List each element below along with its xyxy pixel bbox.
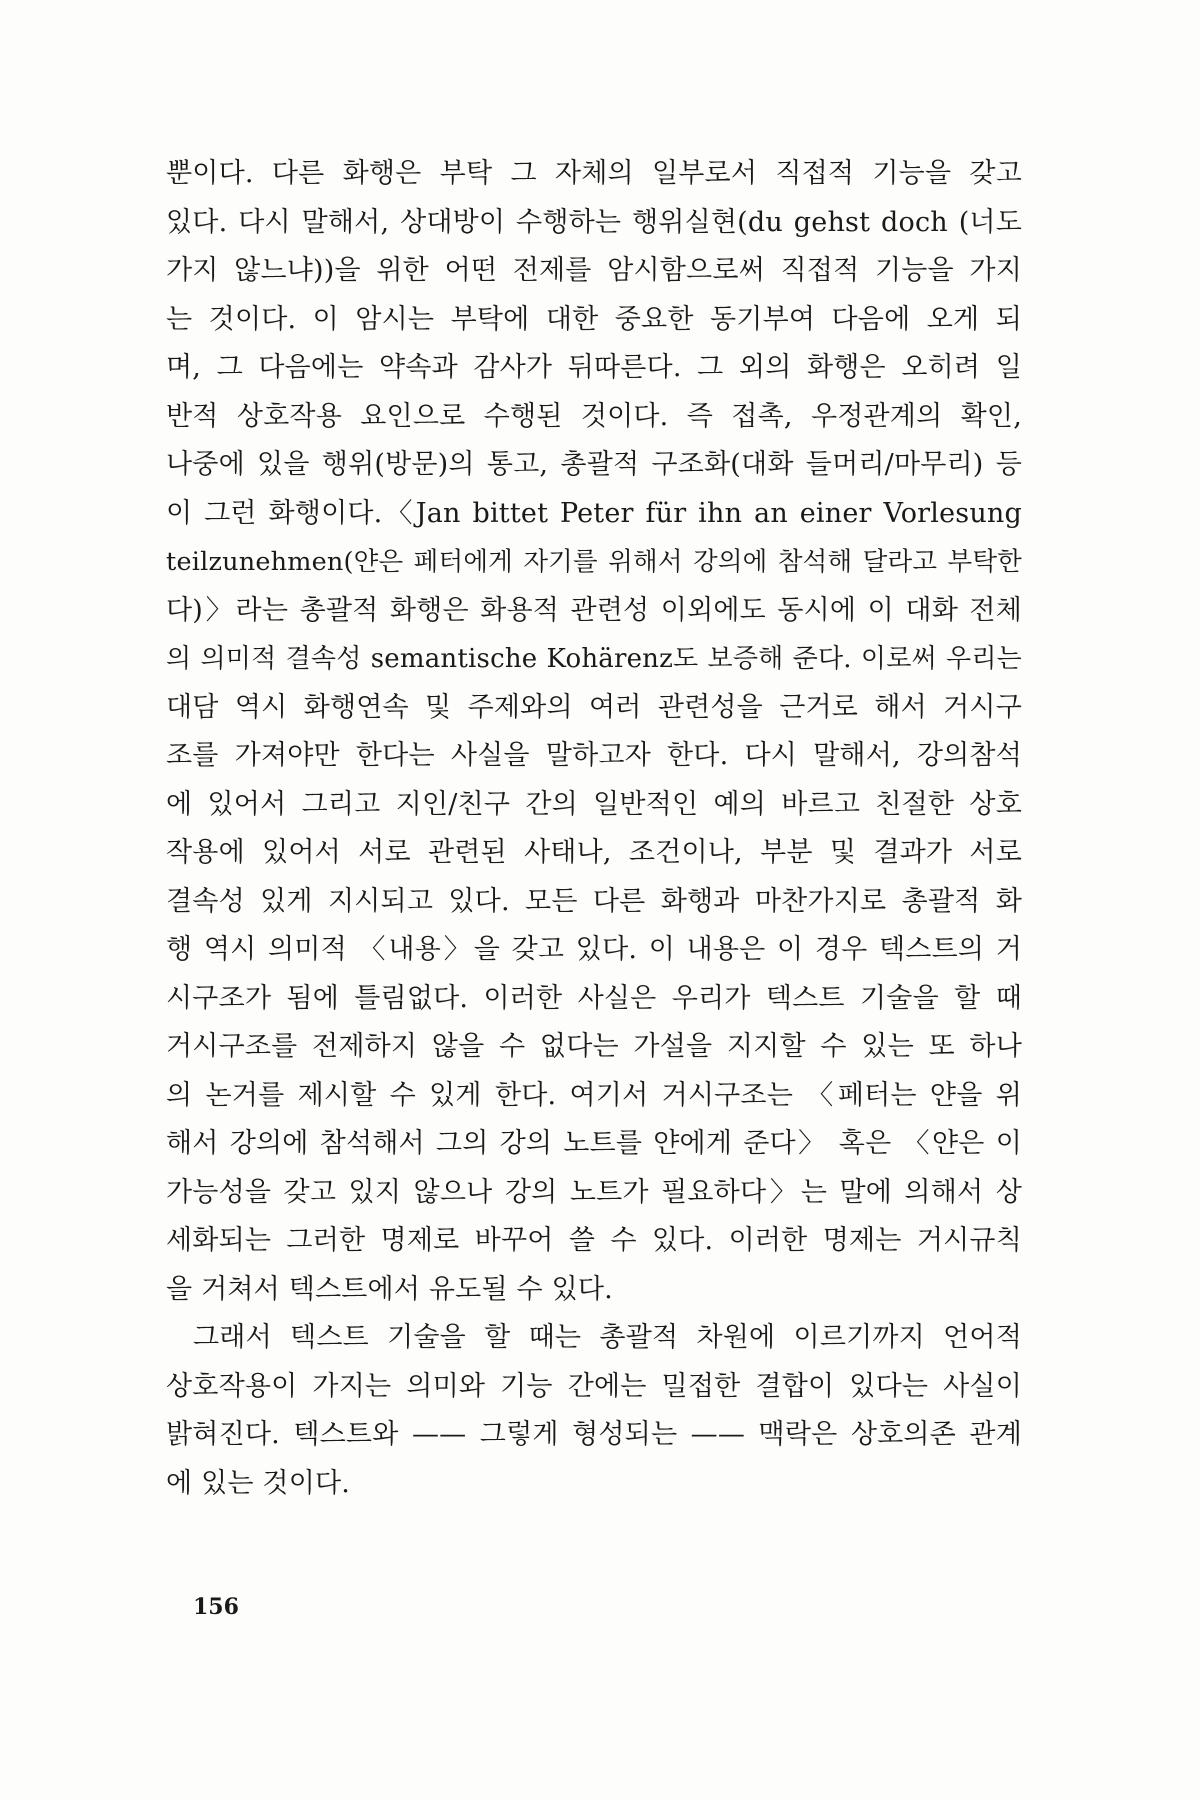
text-line: 에 있어서 그리고 지인/친구 간의 일반적인 예의 바르고 친절한 상호 xyxy=(166,788,1022,820)
text-line: 뿐이다. 다른 화행은 부탁 그 자체의 일부로서 직접적 기능을 갖고 xyxy=(166,158,1022,189)
text-line: 행 역시 의미적 〈내용〉을 갖고 있다. 이 내용은 이 경우 텍스트의 거 xyxy=(166,934,1022,965)
text-line: 을 거쳐서 텍스트에서 유도될 수 있다. xyxy=(166,1273,613,1305)
text-line: 있다. 다시 말해서, 상대방이 수행하는 행위실현(du gehst doch (너도 xyxy=(166,206,1022,238)
page-number: 156 xyxy=(193,1594,239,1620)
text-line: 거시구조를 전제하지 않을 수 없다는 가설을 지지할 수 있는 또 하나 xyxy=(166,1031,1022,1062)
text-line: 결속성 있게 지시되고 있다. 모든 다른 화행과 마찬가지로 총괄적 화 xyxy=(166,885,1022,917)
text-line: 이 그런 화행이다.〈Jan bittet Peter für ihn an einer Vorlesung xyxy=(166,497,1022,529)
text-line: 가지 않느냐))을 위한 어떤 전제를 암시함으로써 직접적 기능을 가지 xyxy=(166,255,1022,286)
text-line: 에 있는 것이다. xyxy=(166,1467,351,1499)
text-line: 가능성을 갖고 있지 않으나 강의 노트가 필요하다〉는 말에 의해서 상 xyxy=(166,1176,1022,1208)
text-line: 상호작용이 가지는 의미와 기능 간에는 밀접한 결합이 있다는 사실이 xyxy=(166,1370,1022,1402)
text-line: 밝혀진다. 텍스트와 —— 그렇게 형성되는 —— 맥락은 상호의존 관계 xyxy=(166,1419,1022,1450)
body-text xyxy=(166,150,1022,1508)
text-line: 는 것이다. 이 암시는 부탁에 대한 중요한 동기부여 다음에 오게 되 xyxy=(166,303,1022,335)
text-line: 며, 그 다음에는 약속과 감사가 뒤따른다. 그 외의 화행은 오히려 일 xyxy=(166,352,1022,383)
text-line: 다)〉라는 총괄적 화행은 화용적 관련성 이외에도 동시에 이 대화 전체 xyxy=(166,594,1022,626)
text-line: 대담 역시 화행연속 및 주제와의 여러 관련성을 근거로 해서 거시구 xyxy=(166,691,1022,723)
text-line: 해서 강의에 참석해서 그의 강의 노트를 얀에게 준다〉 혹은 〈얀은 이 xyxy=(166,1128,1022,1159)
text-line: 나중에 있을 행위(방문)의 통고, 총괄적 구조화(대화 들머리/마무리) 등 xyxy=(166,449,1022,480)
text-line: 시구조가 됨에 틀림없다. 이러한 사실은 우리가 텍스트 기술을 할 때 xyxy=(166,982,1022,1014)
text-line: 반적 상호작용 요인으로 수행된 것이다. 즉 접촉, 우정관계의 확인, xyxy=(166,400,1022,432)
text-line: teilzunehmen(얀은 페터에게 자기를 위해서 강의에 참석해 달라고 부탁한 xyxy=(166,547,1022,577)
text-line: 작용에 있어서 서로 관련된 사태나, 조건이나, 부분 및 결과가 서로 xyxy=(166,837,1022,868)
text-line: 의 의미적 결속성 semantische Kohärenz도 보증해 준다. 이로써 우리는 xyxy=(166,644,1022,674)
text-line: 그래서 텍스트 기술을 할 때는 총괄적 차원에 이르기까지 언어적 xyxy=(193,1322,1022,1353)
text-line: 세화되는 그러한 명제로 바꾸어 쓸 수 있다. 이러한 명제는 거시규칙 xyxy=(166,1225,1022,1256)
text-line: 조를 가져야만 한다는 사실을 말하고자 한다. 다시 말해서, 강의참석 xyxy=(166,740,1022,771)
text-line: 의 논거를 제시할 수 있게 한다. 여기서 거시구조는 〈페터는 얀을 위 xyxy=(166,1079,1022,1111)
